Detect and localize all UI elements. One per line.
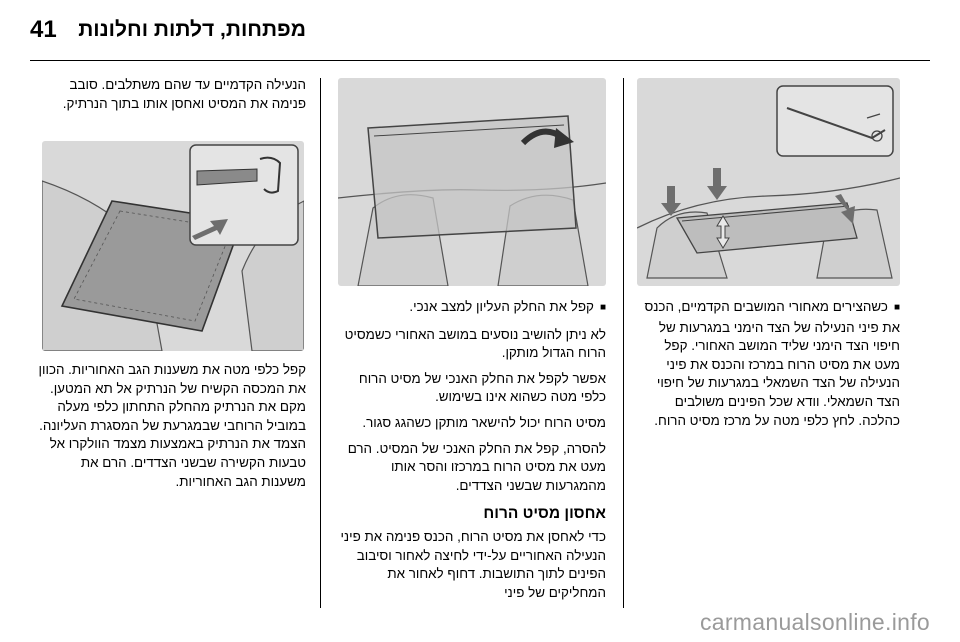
storage-continued: הנעילה הקדמיים עד שהם משתלבים. סובב פנימה את המסיט ואחסן אותו בתוך הנרתיק. <box>62 77 306 111</box>
rear-seat-note: לא ניתן להושיב נוסעים במושב האחורי כשמסיט הרוח הגדול מותקן. <box>344 326 606 361</box>
page-title: מפתחות, דלתות וחלונות <box>78 18 306 41</box>
install-instruction: ■ כשהצירים מאחורי המושבים הקדמיים, הכנס את פיני הנעילה של הצד הימני במגרעות של חיפוי הצד הימני שליד המושב האחורי. קפל מעט את מסיט הרוח במרכז והכנס את פיני הנעילה של הצד השמאלי במגרעות של חיפוי הצד השמאלי. וודא שכל הפינים משולבים כהלכה. לחץ כלפי מטה על מרכז מסיט הרוח. <box>637 298 900 430</box>
left-column-bottom-text <box>34 361 306 498</box>
figure-deflector-upright <box>338 78 606 286</box>
left-column-top-text <box>34 76 306 120</box>
middle-column-text <box>338 298 606 609</box>
storage-heading: אחסון מסיט הרוח <box>483 505 606 523</box>
fold-down-note: אפשר לקפל את החלק האנכי של מסיט הרוח כלפי מטה כשהוא אינו בשימוש. <box>358 370 606 405</box>
storage-instruction: כדי לאחסן את מסיט הרוח, הכנס פנימה את פיני הנעילה האחוריים על-ידי לחיצה לאחור וסיבוב הפינים לתוך התושבות. דחוף לאחור את המחליקים של פיני <box>340 528 606 600</box>
figure-deflector-install <box>637 78 900 286</box>
page-number: 41 <box>30 16 57 43</box>
figure-storage-bag <box>42 141 304 351</box>
bag-placement-instruction: קפל כלפי מטה את משענות הגב האחוריות. הכוון את המכסה הקשיח של הנרתיק אל תא המטען. מקם את הנרתיק מהחלק התחתון כלפי מעלה במוביל הרוחבי שבמגרעת של המסגרת העליונה. הצמד את הנרתיק באמצעות מצמד הוולקרו אל טבעות הקשירה שבשני הצדדים. הרם את משענות הגב האחוריות. <box>38 362 306 489</box>
page-header <box>0 0 960 62</box>
column-divider-right <box>623 78 624 608</box>
header-divider <box>30 60 930 61</box>
illustration-install <box>637 78 900 286</box>
removal-instruction: להסרה, קפל את החלק האנכי של המסיט. הרם מעט את מסיט הרוח במרכזו והסר אותו מהמגרעות שבשני הצדדים. <box>347 440 606 493</box>
right-column-text <box>637 298 900 437</box>
column-divider-left <box>320 78 321 608</box>
watermark: carmanualsonline.info <box>699 609 930 635</box>
illustration-upright <box>338 78 606 286</box>
fold-upright-instruction: ■ קפל את החלק העליון למצב אנכי. <box>338 298 606 319</box>
illustration-storage <box>42 141 304 351</box>
roof-closed-note: מסיט הרוח יכול להישאר מותקן כשהגג סגור. <box>362 414 606 430</box>
